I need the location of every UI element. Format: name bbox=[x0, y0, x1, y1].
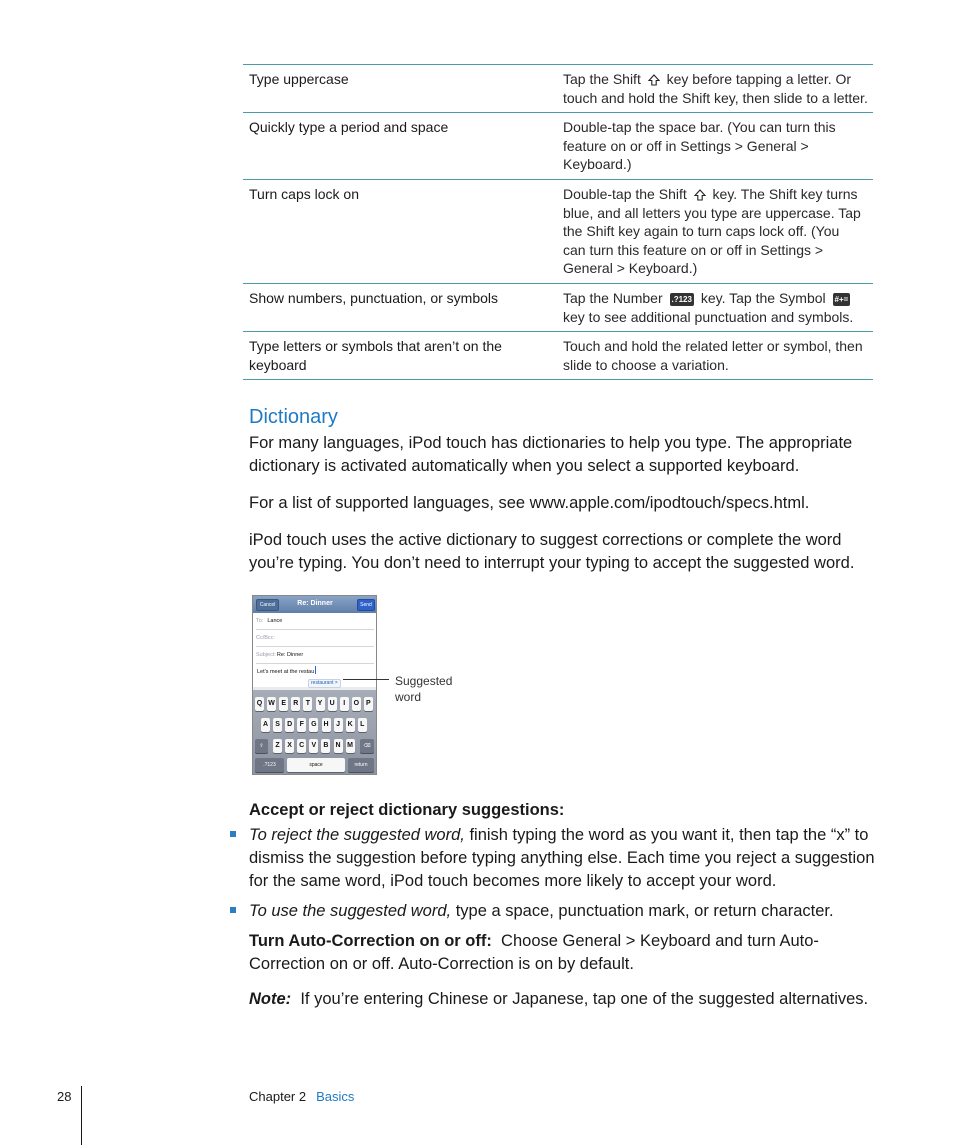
subheading: Accept or reject dictionary suggestions: bbox=[249, 801, 565, 819]
table-cell-how: Double-tap the space bar. (You can turn this feature on or off in Settings > General > Keyboard.) bbox=[563, 119, 836, 172]
table-text: key before tapping a letter. Or touch and hold the Shift key, then slide to a letter. bbox=[563, 71, 868, 106]
keyboard-key: P bbox=[364, 697, 373, 711]
text-cursor bbox=[315, 666, 316, 674]
footer-rule bbox=[81, 1086, 82, 1145]
keyboard-key: J bbox=[334, 718, 343, 732]
bullet-item: To use the suggested word, type a space, punctuation mark, or return character. bbox=[249, 902, 834, 920]
table-cell-action: Turn caps lock on bbox=[249, 186, 359, 202]
subject-field: Subject:Re: Dinner bbox=[256, 647, 374, 664]
keyboard-key: G bbox=[309, 718, 318, 732]
paragraph: iPod touch uses the active dictionary to suggest corrections or complete the word you’re typing. You don’t need to interrupt your typing to accept the suggested word. bbox=[249, 531, 855, 572]
keyboard-key: K bbox=[346, 718, 355, 732]
callout-label: Suggested word bbox=[395, 674, 453, 704]
keyboard-key: H bbox=[322, 718, 331, 732]
body-field: Let's meet at the restau bbox=[256, 664, 374, 680]
table-cell-action: Type uppercase bbox=[249, 71, 349, 87]
nav-bar bbox=[253, 596, 376, 613]
mail-compose bbox=[253, 613, 376, 687]
table-text: Tap the Shift bbox=[563, 71, 641, 87]
bullet-icon bbox=[230, 831, 236, 837]
table-cell-action: Quickly type a period and space bbox=[249, 119, 449, 135]
keyboard-key: R bbox=[291, 697, 300, 711]
table-text: key. Tap the Symbol bbox=[700, 290, 826, 306]
keyboard-key: I bbox=[340, 697, 349, 711]
table-row bbox=[243, 332, 873, 380]
table-cell-how bbox=[557, 289, 873, 323]
shift-key: ⇧ bbox=[255, 739, 268, 753]
keyboard-key: W bbox=[267, 697, 276, 711]
keyboard-key: C bbox=[297, 739, 306, 753]
table-cell-action: Type letters or symbols that aren’t on the keyboard bbox=[249, 338, 502, 373]
keyboard-key: B bbox=[321, 739, 330, 753]
return-key: return bbox=[348, 758, 374, 772]
number-key: .?123 bbox=[255, 758, 284, 772]
keyboard-key: S bbox=[273, 718, 282, 732]
table-row bbox=[243, 180, 873, 284]
table-row bbox=[243, 284, 873, 332]
iphone-screenshot bbox=[252, 595, 377, 775]
keyboard-tips-table bbox=[243, 64, 873, 380]
suggestion-bubble: restaurant × bbox=[308, 679, 341, 688]
table-cell-how bbox=[557, 70, 873, 104]
table-text: key. The Shift key turns blue, and all letters you type are uppercase. Tap the Shift key again to turn caps lock off. (You can turn this feature on or off in Settings > General > Keyboard.) bbox=[563, 186, 861, 276]
callout-line bbox=[343, 679, 389, 680]
table-cell-how bbox=[557, 185, 873, 275]
bullet-icon bbox=[230, 907, 236, 913]
cancel-button: Cancel bbox=[256, 599, 279, 611]
note-paragraph: Note: If you’re entering Chinese or Japanese, tap one of the suggested alternatives. bbox=[249, 990, 869, 1008]
keyboard bbox=[253, 690, 376, 774]
keyboard-key: E bbox=[279, 697, 288, 711]
keyboard-key: X bbox=[285, 739, 294, 753]
table-cell-action: Show numbers, punctuation, or symbols bbox=[249, 290, 499, 306]
table-text: Tap the Number bbox=[563, 290, 663, 306]
shift-icon bbox=[648, 74, 660, 86]
nav-title: Re: Dinner bbox=[297, 600, 333, 607]
keyboard-key: M bbox=[346, 739, 355, 753]
keyboard-key: T bbox=[303, 697, 312, 711]
keyboard-key: L bbox=[358, 718, 367, 732]
table-row bbox=[243, 113, 873, 180]
to-field: To: Lance bbox=[256, 613, 374, 630]
keyboard-key: Q bbox=[255, 697, 264, 711]
bullet-item: To reject the suggested word, finish typing the word as you want it, then tap the “x” to dismiss the suggestion before typing anything else. Each time you reject a suggestion for the same word, iPod touch becomes more likely to accept your word. bbox=[249, 826, 875, 890]
keyboard-key: A bbox=[261, 718, 270, 732]
keyboard-key: Y bbox=[316, 697, 325, 711]
number-key-icon: .?123 bbox=[671, 295, 692, 304]
keyboard-key: V bbox=[309, 739, 318, 753]
table-row bbox=[243, 65, 873, 113]
shift-icon bbox=[694, 189, 706, 201]
autocorrect-paragraph: Turn Auto-Correction on or off: Choose General > Keyboard and turn Auto-Correction on or off. Auto-Correction is on by default. bbox=[249, 932, 819, 973]
keyboard-key: U bbox=[328, 697, 337, 711]
page-number: 28 bbox=[57, 1089, 72, 1104]
table-cell-how: Touch and hold the related letter or symbol, then slide to choose a variation. bbox=[563, 338, 863, 373]
symbol-key-icon: #+= bbox=[834, 295, 849, 304]
keyboard-key: D bbox=[285, 718, 294, 732]
send-button: Send bbox=[357, 599, 375, 611]
chapter-label: Chapter 2 Basics bbox=[249, 1089, 355, 1104]
table-text: Double-tap the Shift bbox=[563, 186, 687, 202]
space-key: space bbox=[287, 758, 345, 772]
keyboard-key: N bbox=[334, 739, 343, 753]
paragraph: For a list of supported languages, see www.apple.com/ipodtouch/specs.html. bbox=[249, 494, 810, 512]
keyboard-key: O bbox=[352, 697, 361, 711]
section-heading: Dictionary bbox=[249, 406, 338, 428]
table-text: key to see additional punctuation and symbols. bbox=[563, 308, 854, 325]
keyboard-key: Z bbox=[273, 739, 282, 753]
keyboard-key: F bbox=[297, 718, 306, 732]
cc-field: Cc/Bcc: bbox=[256, 630, 374, 647]
paragraph: For many languages, iPod touch has dictionaries to help you type. The appropriate dictionary is activated automatically when you select a supported keyboard. bbox=[249, 434, 853, 475]
delete-key: ⌫ bbox=[360, 739, 374, 753]
